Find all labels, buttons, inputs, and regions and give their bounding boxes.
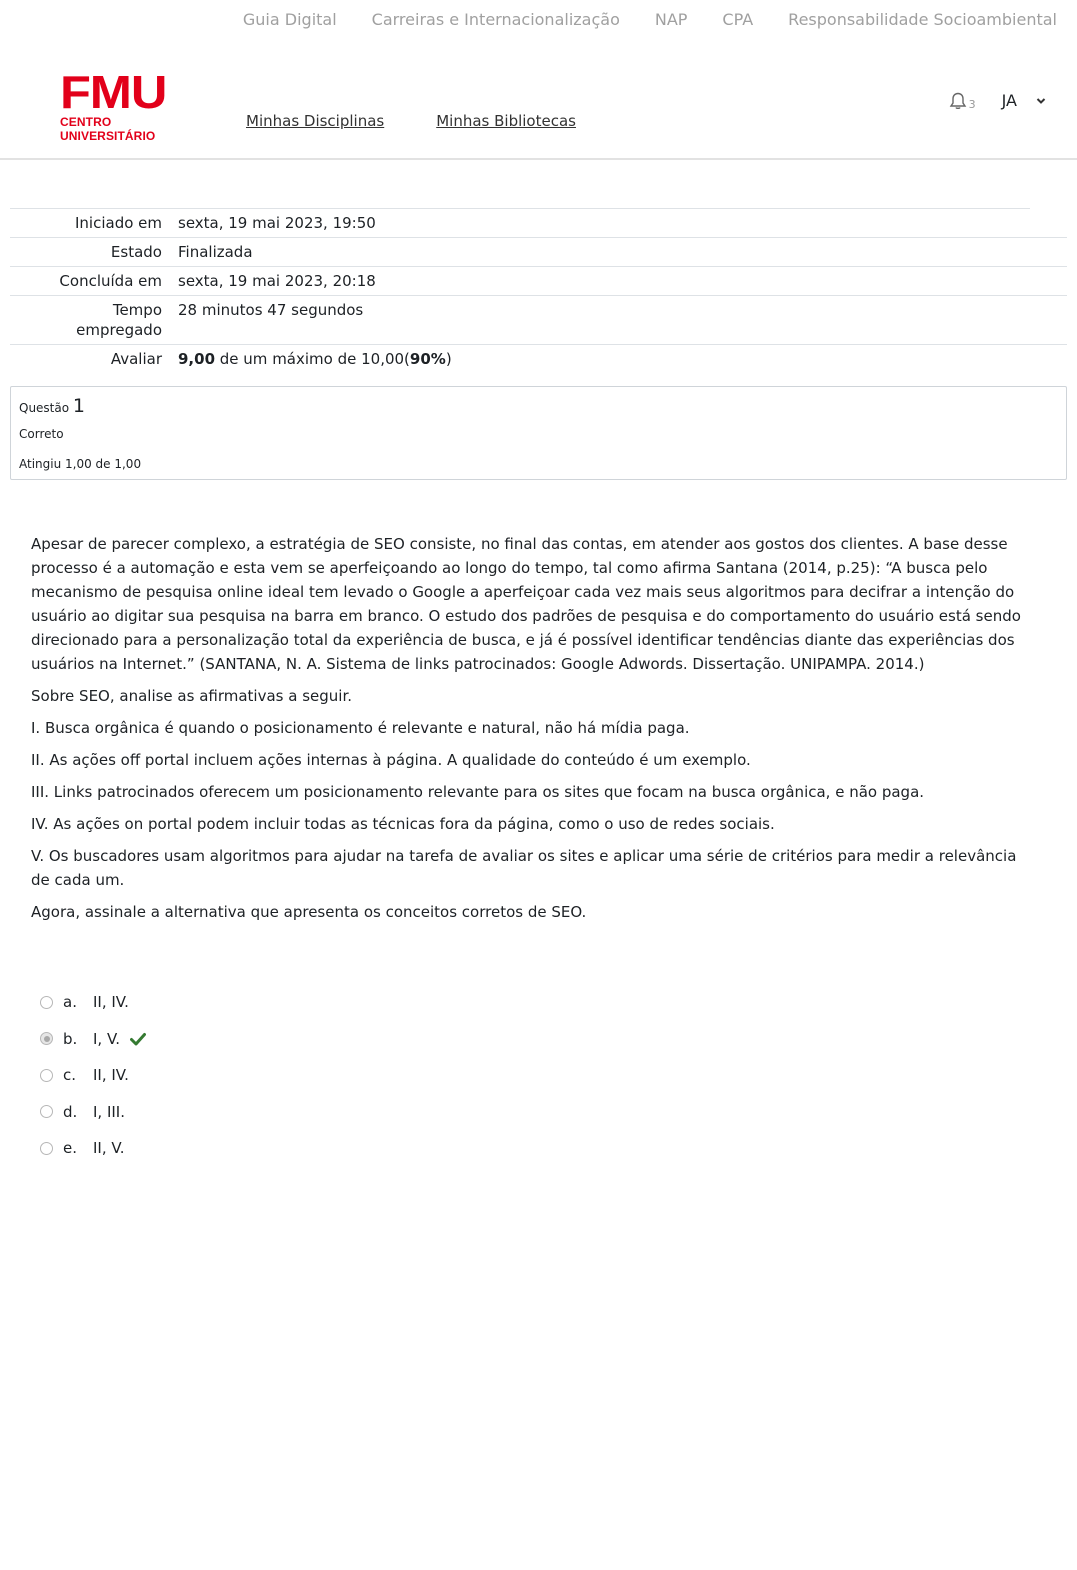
user-avatar-initials[interactable]: JA — [1001, 91, 1017, 110]
fmu-logo[interactable] — [60, 66, 200, 143]
summary-label: Iniciado em — [74, 214, 162, 232]
top-link-guia-digital[interactable]: Guia Digital — [242, 10, 337, 29]
question-paragraph: Sobre SEO, analise as afirmativas a seguir. — [31, 687, 353, 705]
question-paragraph: V. Os buscadores usam algoritmos para ajudar na tarefa de avaliar os sites e aplicar uma série de critérios para medir a relevância de cada um. — [31, 847, 1017, 889]
user-menu — [948, 90, 1047, 111]
radio-button[interactable] — [40, 1069, 53, 1082]
question-number — [19, 395, 1058, 417]
answer-option-a[interactable] — [40, 984, 146, 1021]
answer-letter: e. — [63, 1139, 77, 1158]
nav-minhas-bibliotecas[interactable]: Minhas Bibliotecas — [436, 112, 576, 130]
radio-button[interactable] — [40, 996, 53, 1009]
correct-check-icon — [130, 1032, 146, 1046]
top-link-cpa[interactable]: CPA — [722, 10, 754, 29]
summary-value: 28 minutos 47 segundos — [178, 301, 364, 319]
radio-button[interactable] — [40, 1105, 53, 1118]
summary-value: sexta, 19 mai 2023, 19:50 — [178, 214, 376, 232]
summary-row-time — [10, 295, 1067, 344]
top-link-carreiras[interactable]: Carreiras e Internacionalização — [371, 10, 620, 29]
grade-percent: 90% — [409, 350, 446, 368]
logo-main-text: FMU — [60, 66, 167, 118]
grade-close: ) — [445, 350, 452, 368]
question-paragraph: Agora, assinale a alternativa que apresenta os conceitos corretos de SEO. — [31, 903, 587, 921]
answer-letter: b. — [63, 1029, 78, 1048]
summary-row-started — [10, 208, 1030, 237]
summary-label: Concluída em — [59, 272, 162, 290]
question-info-box — [10, 386, 1067, 480]
question-paragraph: IV. As ações on portal podem incluir todas as técnicas fora da página, como o uso de redes sociais. — [31, 815, 775, 833]
summary-value: Finalizada — [178, 243, 253, 261]
question-state: Correto — [19, 427, 64, 441]
top-link-nap[interactable]: NAP — [654, 10, 688, 29]
summary-label-line-1: Tempo — [112, 301, 162, 319]
top-link-responsabilidade[interactable]: Responsabilidade Socioambiental — [788, 10, 1057, 29]
answer-option-b[interactable] — [40, 1021, 146, 1058]
main-nav — [246, 112, 576, 130]
answer-option-c[interactable] — [40, 1057, 146, 1094]
site-header — [0, 40, 1077, 160]
answer-text: II, IV. — [93, 993, 129, 1012]
nav-minhas-disciplinas[interactable]: Minhas Disciplinas — [246, 112, 385, 130]
attempt-summary — [10, 208, 1067, 373]
summary-label: Estado — [110, 243, 162, 261]
answer-letter: a. — [63, 993, 77, 1012]
answer-text: I, III. — [93, 1102, 125, 1121]
summary-value — [170, 349, 452, 369]
bell-icon[interactable] — [948, 91, 968, 111]
answer-text: I, V. — [93, 1029, 121, 1048]
radio-button[interactable] — [40, 1142, 53, 1155]
summary-label-line-2: empregado — [76, 321, 162, 339]
summary-row-state — [10, 237, 1067, 266]
top-links — [243, 10, 1057, 34]
question-paragraph: I. Busca orgânica é quando o posicionamento é relevante e natural, não há mídia paga. — [31, 719, 690, 737]
summary-row-grade — [10, 344, 1067, 373]
question-text — [31, 532, 1036, 932]
summary-row-completed — [10, 266, 1067, 295]
answer-text: II, IV. — [93, 1066, 129, 1085]
answer-options — [40, 984, 146, 1167]
radio-button-selected[interactable] — [40, 1032, 53, 1045]
question-paragraph: Apesar de parecer complexo, a estratégia de SEO consiste, no final das contas, em atender aos gostos dos clientes. A base desse processo é a automação e esta vem se aperfeiçoando ao longo do tempo, tal como afirma Santana (2014, p.25): “A busca pelo mecanismo de pesquisa online ideal tem levado o Google a aperfeiçoar cada vez mais seus algoritmos para decifrar a intenção do usuário ao digitar sua pesquisa na barra em branco. O estudo dos padrões de pesquisa e do comportamento do usuário está sendo direcionado para a personalização total da experiência de busca, e já é possível identificar tendências diante das experiências dos usuários na Internet.” (SANTANA, N. A. Sistema de links patrocinados: Google Adwords. Dissertação. UNIPAMPA. 2014.) — [31, 535, 1021, 673]
question-number-value: 1 — [72, 395, 85, 417]
logo-sub-text: CENTRO UNIVERSITÁRIO — [60, 115, 156, 143]
notification-count: 3 — [968, 98, 976, 111]
chevron-down-icon[interactable] — [1035, 95, 1047, 107]
answer-text: II, V. — [93, 1139, 125, 1158]
question-label: Questão — [19, 401, 73, 415]
answer-option-d[interactable] — [40, 1094, 146, 1131]
summary-label: Avaliar — [110, 350, 162, 368]
answer-letter: c. — [63, 1066, 77, 1085]
answer-option-e[interactable] — [40, 1130, 146, 1167]
grade-score: 9,00 — [178, 350, 216, 368]
question-grade: Atingiu 1,00 de 1,00 — [19, 457, 142, 471]
summary-label — [10, 300, 170, 340]
grade-text: de um máximo de 10,00( — [215, 350, 410, 368]
answer-letter: d. — [63, 1102, 78, 1121]
summary-value: sexta, 19 mai 2023, 20:18 — [178, 272, 376, 290]
question-paragraph: II. As ações off portal incluem ações internas à página. A qualidade do conteúdo é um exemplo. — [31, 751, 751, 769]
question-paragraph: III. Links patrocinados oferecem um posicionamento relevante para os sites que focam na busca orgânica, e não paga. — [31, 783, 925, 801]
